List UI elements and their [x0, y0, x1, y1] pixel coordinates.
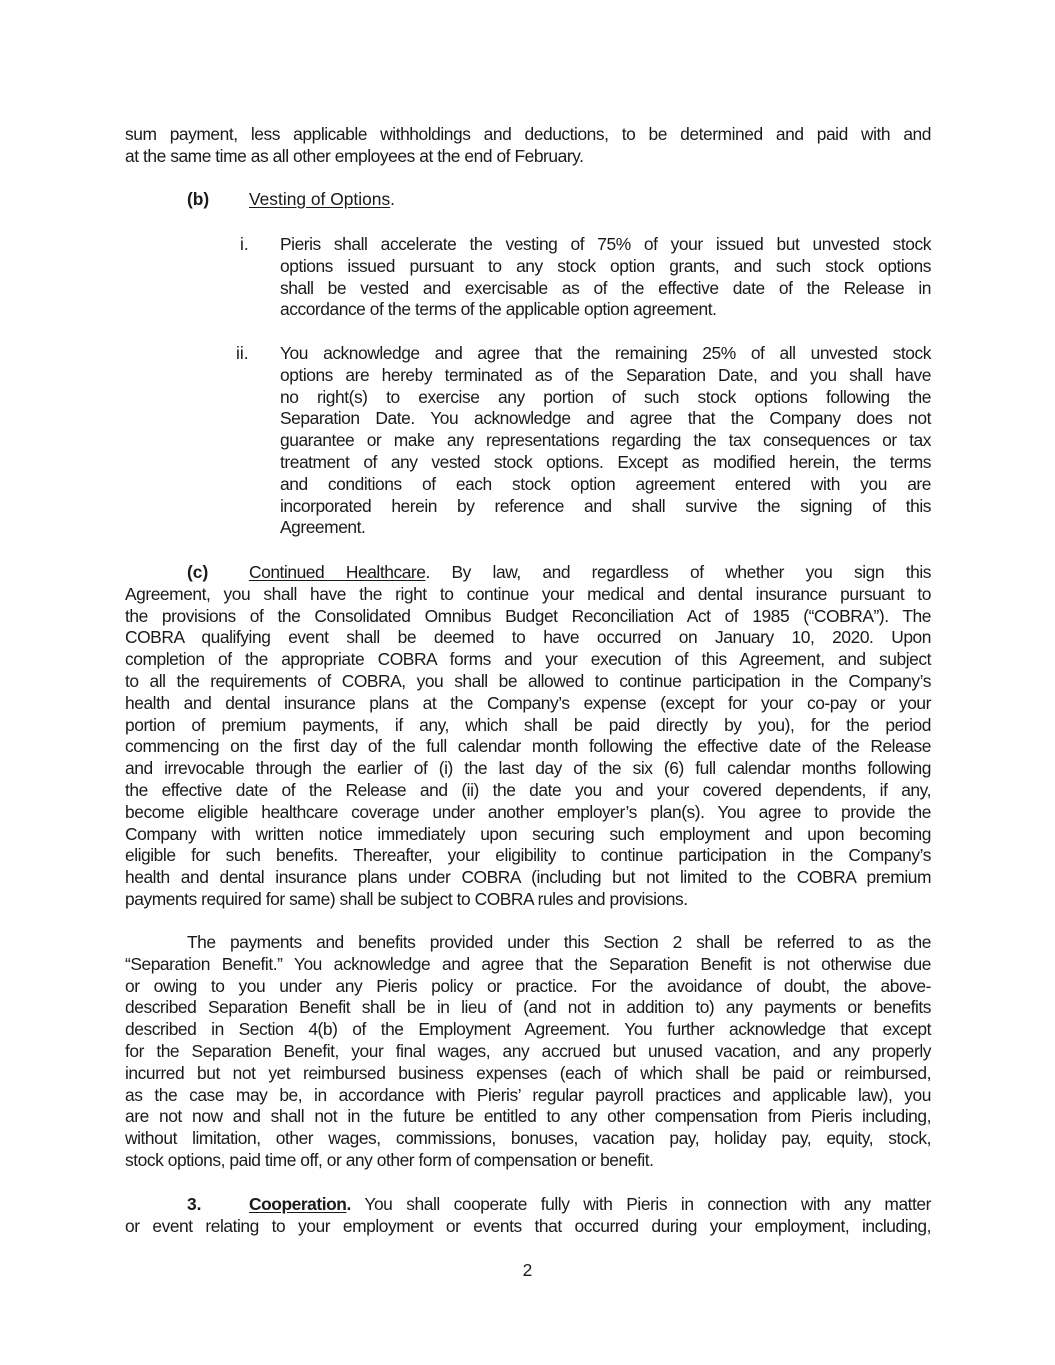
text-line: eligible for such benefits. Thereafter, your eligibility to continue participation in the Company’s	[125, 845, 931, 866]
text-line: “Separation Benefit.” You acknowledge and agree that the Separation Benefit is not otherwise due	[125, 953, 931, 974]
text-line: COBRA qualifying event shall be deemed to have occurred on January 10, 2020. Upon	[125, 627, 931, 648]
section-3-first-line	[249, 1194, 931, 1216]
text-line: The payments and benefits provided under this Section 2 shall be referred to as the	[187, 932, 931, 952]
text-line: incorporated herein by reference and shall survive the signing of this	[280, 495, 931, 516]
section-b-label: (b)	[187, 189, 210, 209]
text-line	[249, 1194, 931, 1216]
text-line: shall be vested and exercisable as of the effective date of the Release in	[280, 277, 931, 298]
section-c-label-text: (c)	[187, 562, 209, 582]
separation-benefit-paragraph	[125, 954, 931, 1172]
text-line: described in Section 4(b) of the Employment Agreement. You further acknowledge that except	[125, 1019, 931, 1040]
text-line: options are hereby terminated as of the Separation Date, and you shall have	[280, 364, 931, 385]
text-line: or owing to you under any Pieris policy or practice. For the avoidance of doubt, the above-	[125, 975, 931, 996]
text-line: as the case may be, in accordance with Pieris’ regular payroll practices and applicable law), you	[125, 1084, 931, 1105]
text-line: stock options, paid time off, or any other form of compensation or benefit.	[125, 1149, 654, 1170]
section-b-title: Vesting of Options	[249, 189, 391, 209]
item-i-text	[280, 234, 931, 321]
text-line: portion of premium payments, if any, which shall be paid directly by you), for the period	[125, 714, 931, 735]
text-line: the provisions of the Consolidated Omnibus Budget Reconciliation Act of 1985 (“COBRA”). The	[125, 605, 931, 626]
item-ii-text	[280, 343, 931, 539]
section-c-paragraph	[125, 584, 931, 911]
section-3-label-text: 3.	[187, 1194, 202, 1214]
text-line: guarantee or make any representations regarding the tax consequences or tax	[280, 430, 931, 451]
item-ii-marker: ii.	[236, 343, 249, 363]
text-line: become eligible healthcare coverage under another employer’s plan(s). You agree to provide the	[125, 801, 931, 822]
section-3-first-line-rest: You shall cooperate fully with Pieris in connection with any matter	[350, 1194, 931, 1214]
section-c-label	[187, 562, 208, 584]
text-line: Pieris shall accelerate the vesting of 75% of your issued but unvested stock	[280, 234, 931, 254]
text-line: Separation Date. You acknowledge and agree that the Company does not	[280, 408, 931, 429]
section-3-title: Cooperation	[249, 1194, 347, 1214]
section-3-title-suffix: .	[346, 1194, 351, 1214]
section-b-heading	[187, 189, 209, 211]
text-line: and irrevocable through the earlier of (i) the last day of the six (6) full calendar months following	[125, 758, 931, 779]
section-c-first-line	[249, 562, 931, 584]
text-line: or event relating to your employment or events that occurred during your employment, including,	[125, 1215, 931, 1236]
text-line: payments required for same) shall be subject to COBRA rules and provisions.	[125, 888, 688, 909]
intro-paragraph	[125, 124, 931, 168]
text-line: You acknowledge and agree that the remaining 25% of all unvested stock	[280, 343, 931, 363]
text-line: commencing on the first day of the full calendar month following the effective date of the Release	[125, 736, 931, 757]
section-c-title: Continued Healthcare	[249, 562, 426, 582]
text-line: without limitation, other wages, commissions, bonuses, vacation pay, holiday pay, equity, stock,	[125, 1128, 931, 1149]
text-line: health and dental insurance plans under COBRA (including but not limited to the COBRA premium	[125, 867, 931, 888]
text-line: sum payment, less applicable withholdings and deductions, to be determined and paid with and	[125, 124, 931, 144]
section-3-label	[187, 1194, 202, 1216]
text-line: described Separation Benefit shall be in lieu of (and not in addition to) any payments or benefits	[125, 997, 931, 1018]
section-b-title-suffix: .	[390, 189, 395, 209]
text-line: options issued pursuant to any stock option grants, and such stock options	[280, 255, 931, 276]
separation-benefit-first-line	[187, 932, 931, 954]
text-line: health and dental insurance plans at the Company’s expense (except for your co-pay or your	[125, 692, 931, 713]
text-line	[249, 562, 931, 584]
text-line: at the same time as all other employees at the end of February.	[125, 145, 584, 166]
text-line: Company with written notice immediately upon securing such employment and upon becoming	[125, 823, 931, 844]
section-b-title-wrap	[249, 189, 395, 211]
text-line: for the Separation Benefit, your final wages, any accrued but unused vacation, and any properly	[125, 1040, 931, 1061]
page-number: 2	[522, 1260, 533, 1280]
item-i-marker: i.	[240, 234, 249, 254]
text-line: accordance of the terms of the applicable option agreement.	[280, 299, 717, 320]
text-line: and conditions of each stock option agreement entered with you are	[280, 473, 931, 494]
text-line: the effective date of the Release and (ii) the date you and your covered dependents, if any,	[125, 779, 931, 800]
text-line: completion of the appropriate COBRA forms and your execution of this Agreement, and subject	[125, 649, 931, 670]
section-c-first-line-rest: . By law, and regardless of whether you sign this	[425, 562, 931, 582]
text-line: are not now and shall not in the future be entitled to any other compensation from Pieris including,	[125, 1106, 931, 1127]
text-line: Agreement, you shall have the right to continue your medical and dental insurance pursuant to	[125, 583, 931, 604]
text-line: no right(s) to exercise any portion of such stock options following the	[280, 386, 931, 407]
text-line: Agreement.	[280, 517, 366, 538]
text-line: treatment of any vested stock options. Except as modified herein, the terms	[280, 451, 931, 472]
text-line: to all the requirements of COBRA, you shall be allowed to continue participation in the Company’s	[125, 670, 931, 691]
text-line: incurred but not yet reimbursed business expenses (each of which shall be paid or reimbursed,	[125, 1062, 931, 1083]
section-3-paragraph	[125, 1216, 931, 1238]
